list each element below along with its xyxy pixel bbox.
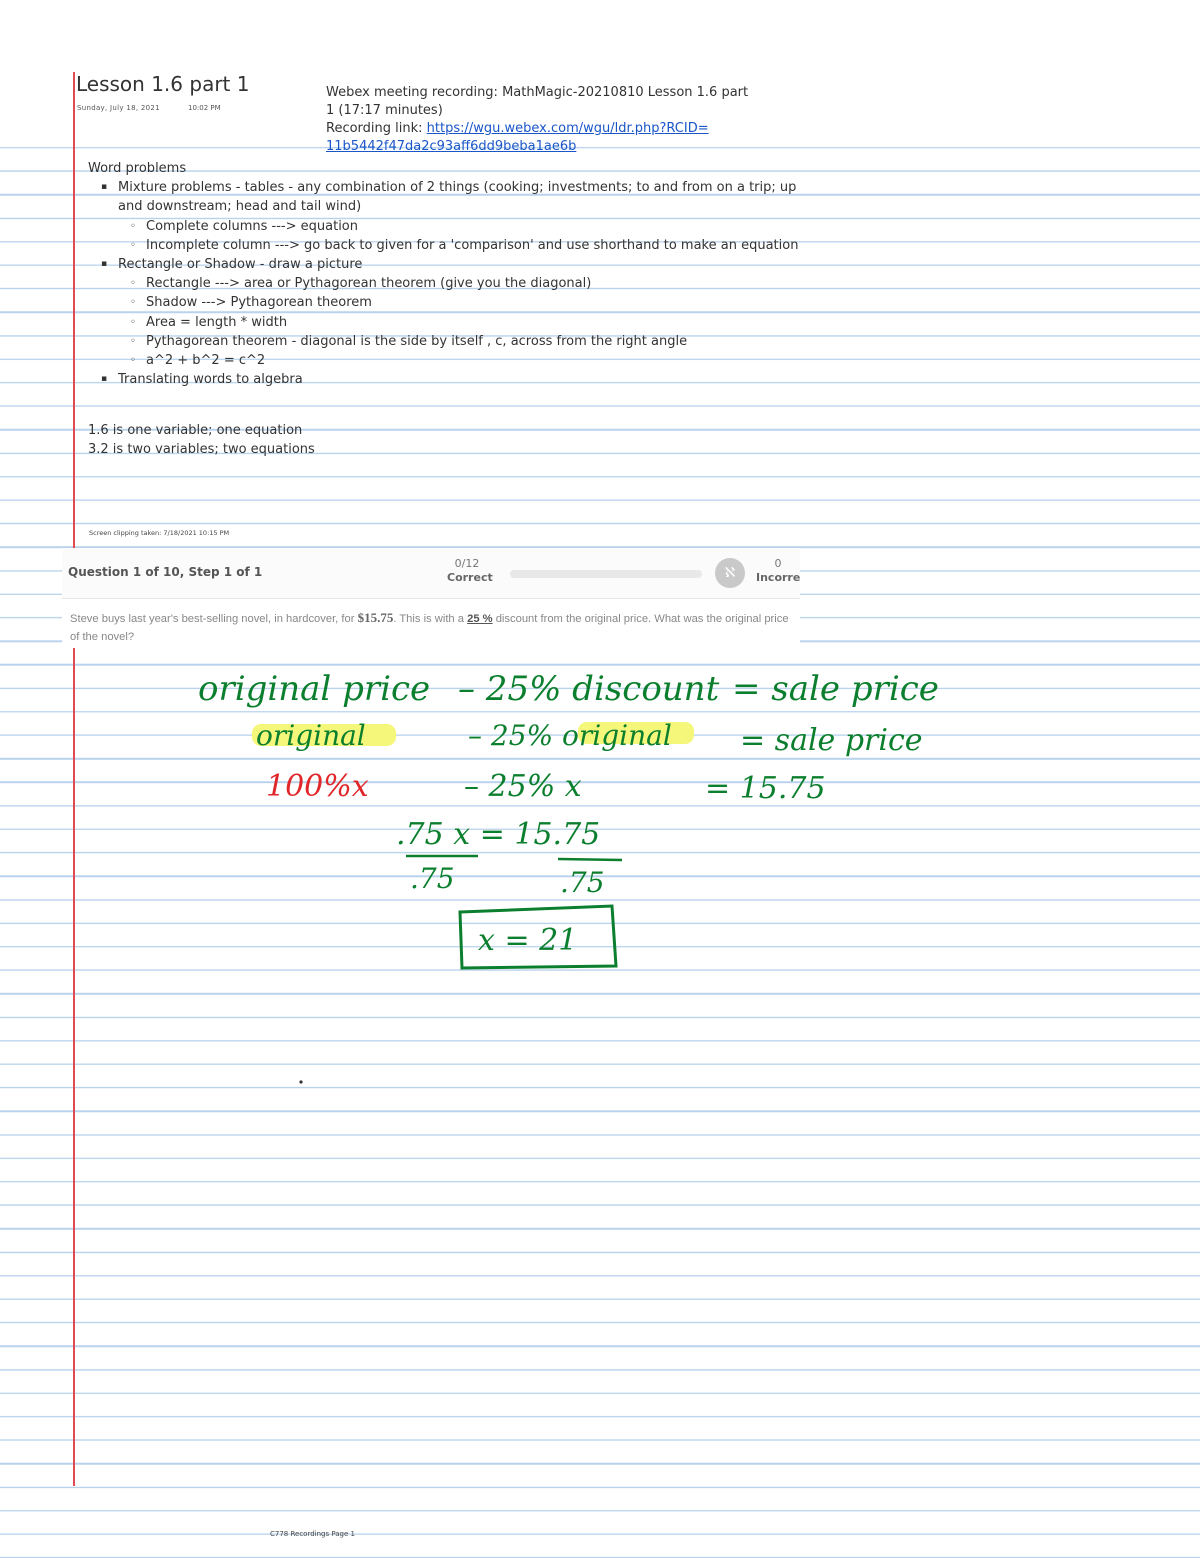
hw-original-price: original price xyxy=(198,669,431,709)
list-item-text: Complete columns ---> equation xyxy=(146,218,358,234)
list-item-text: Translating words to algebra xyxy=(118,372,303,388)
question-text-part: . This is with a xyxy=(393,613,468,625)
hw-sale-price: = sale price xyxy=(732,669,939,709)
variable-note-2: 3.2 is two variables; two equations xyxy=(88,442,315,457)
bullet-icon: ▪ xyxy=(101,182,108,193)
variable-note-1: 1.6 is one variable; one equation xyxy=(88,423,303,438)
hw-discount-original: – 25% original xyxy=(468,719,672,752)
incorrect-value: 0 xyxy=(774,557,782,570)
wiley-logo-icon: ℵ xyxy=(715,558,745,588)
hw-original: original xyxy=(256,719,366,752)
recording-link-continued[interactable]: 11b5442f47da2c93aff6dd9beba1ae6b xyxy=(326,139,577,154)
hw-hundred-x: 100%x xyxy=(266,769,369,804)
webex-line-2: 1 (17:17 minutes) xyxy=(326,103,443,118)
list-item-text: and downstream; head and tail wind) xyxy=(118,199,362,215)
recording-link-label: Recording link: xyxy=(326,121,427,136)
bullet-icon: ▪ xyxy=(101,258,108,269)
hw-answer: x = 21 xyxy=(478,923,578,958)
fraction-bar-right xyxy=(558,859,622,860)
hw-divisor-right: .75 xyxy=(560,866,605,899)
list-item-text: Area = length * width xyxy=(146,314,288,330)
hw-sale-price-2: = sale price xyxy=(740,723,923,758)
hw-divisor-left: .75 xyxy=(410,862,455,895)
bullet-icon: ▪ xyxy=(101,374,108,385)
question-text-part: Steve buys last year's best-selling novel, in hardcover, for xyxy=(70,613,358,625)
circle-bullet-icon: ◦ xyxy=(130,239,136,251)
circle-bullet-icon: ◦ xyxy=(130,297,136,309)
incorrect-label: Incorre xyxy=(756,571,800,584)
question-text-part: discount from the original price. What was the original price of the novel? xyxy=(70,613,789,643)
page-time: 10:02 PM xyxy=(188,104,221,112)
list-item-text: Mixture problems - tables - any combination of 2 things (cooking; investments; to and from on a trip; up xyxy=(118,180,797,196)
page-footer: C778 Recordings Page 1 xyxy=(270,1530,355,1538)
question-price: $15.75 xyxy=(357,610,394,625)
hw-minus-x: – 25% x xyxy=(464,769,582,804)
webex-line-1: Webex meeting recording: MathMagic-20210810 Lesson 1.6 part xyxy=(326,85,749,100)
circle-bullet-icon: ◦ xyxy=(130,335,136,347)
hw-discount: – 25% discount xyxy=(458,669,720,709)
score-value: 0/12 xyxy=(454,557,480,570)
notes-heading: Word problems xyxy=(88,161,187,176)
circle-bullet-icon: ◦ xyxy=(130,220,136,232)
score-label: Correct xyxy=(447,571,493,584)
list-item-text: a^2 + b^2 = c^2 xyxy=(146,352,266,368)
page-date: Sunday, July 18, 2021 xyxy=(77,104,160,112)
question-discount: 25 % xyxy=(467,613,493,625)
circle-bullet-icon: ◦ xyxy=(130,354,136,366)
list-item-text: Rectangle ---> area or Pythagorean theorem (give you the diagonal) xyxy=(146,276,592,292)
list-item-text: Incomplete column ---> go back to given for a 'comparison' and use shorthand to make an equation xyxy=(146,237,799,253)
hw-equation: .75 x = 15.75 xyxy=(396,817,601,852)
circle-bullet-icon: ◦ xyxy=(130,278,136,290)
hw-equals-1575: = 15.75 xyxy=(705,771,826,806)
stray-dot xyxy=(299,1080,302,1083)
page-title: Lesson 1.6 part 1 xyxy=(76,72,250,96)
list-item-text: Pythagorean theorem - diagonal is the side by itself , c, across from the right angle xyxy=(146,333,688,349)
list-item-text: Rectangle or Shadow - draw a picture xyxy=(118,256,363,272)
list-item-text: Shadow ---> Pythagorean theorem xyxy=(146,295,372,311)
recording-link[interactable]: https://wgu.webex.com/wgu/ldr.php?RCID= xyxy=(426,121,709,136)
question-title: Question 1 of 10, Step 1 of 1 xyxy=(68,565,263,579)
screen-clipping-caption: Screen clipping taken: 7/18/2021 10:15 PM xyxy=(89,529,230,537)
circle-bullet-icon: ◦ xyxy=(130,316,136,328)
